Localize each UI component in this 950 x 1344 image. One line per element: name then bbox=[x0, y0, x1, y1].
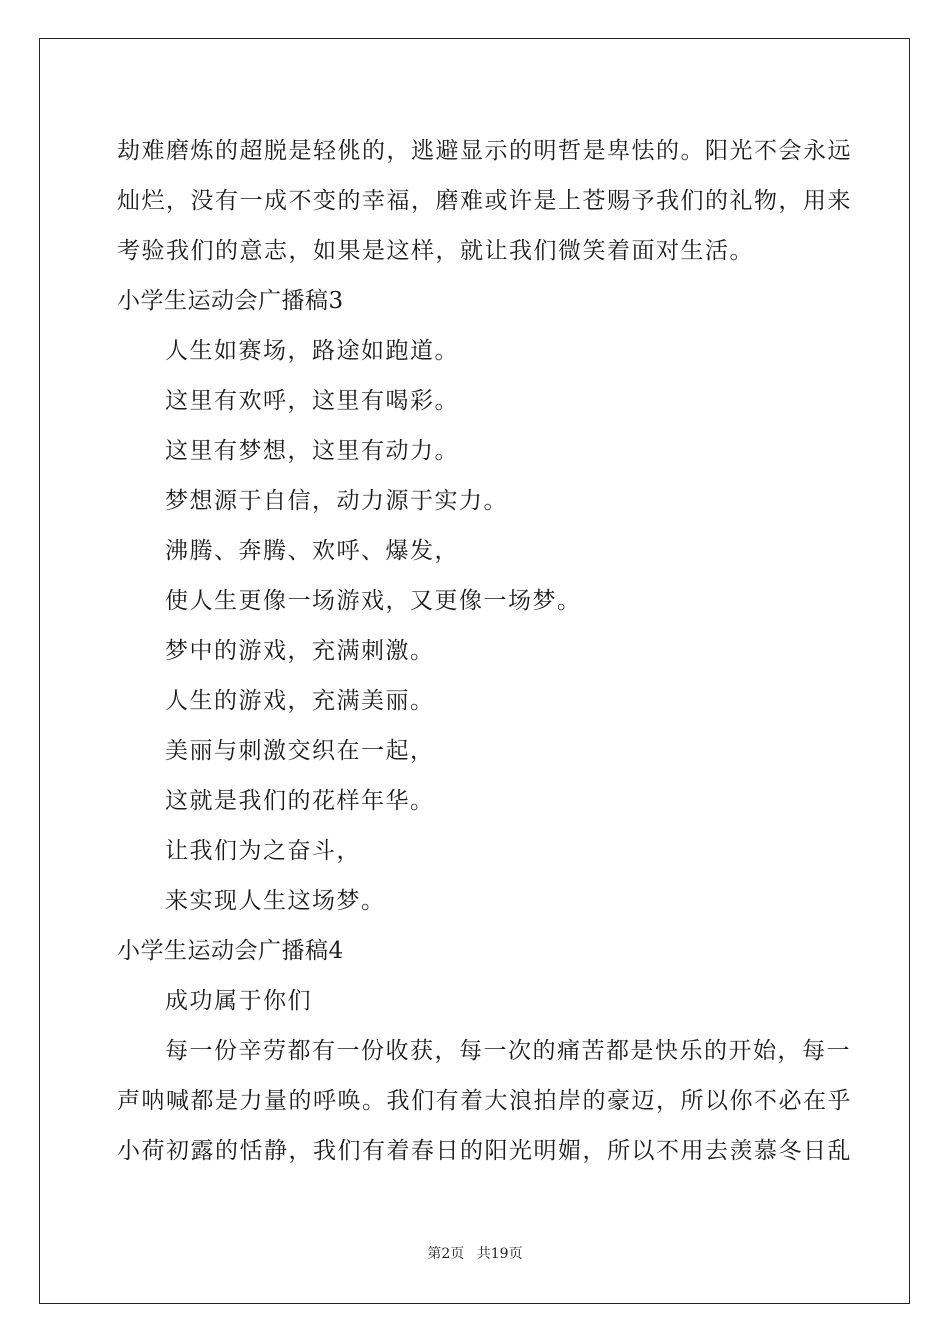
text-line: 使人生更像一场游戏，又更像一场梦。 bbox=[165, 588, 582, 614]
text-line: 梦中的游戏，充满刺激。 bbox=[165, 638, 435, 664]
text-line: 每一份辛劳都有一份收获，每一次的痛苦都是快乐的开始，每一 bbox=[165, 1038, 851, 1064]
text-line: 成功属于你们 bbox=[165, 988, 312, 1014]
text-line: 灿烂，没有一成不变的幸福，磨难或许是上苍赐予我们的礼物，用来 bbox=[117, 188, 852, 214]
section-heading: 小学生运动会广播稿3 bbox=[117, 288, 344, 314]
text-line: 来实现人生这场梦。 bbox=[165, 888, 386, 914]
text-line: 考验我们的意志，如果是这样，就让我们微笑着面对生活。 bbox=[117, 238, 754, 264]
text-line: 这里有梦想，这里有动力。 bbox=[165, 438, 459, 464]
section-heading: 小学生运动会广播稿4 bbox=[117, 938, 344, 964]
text-line: 小荷初露的恬静，我们有着春日的阳光明媚，所以不用去羡慕冬日乱 bbox=[117, 1138, 852, 1164]
text-line: 这就是我们的花样年华。 bbox=[165, 788, 435, 814]
text-line: 沸腾、奔腾、欢呼、爆发， bbox=[165, 538, 459, 564]
page-footer bbox=[0, 1244, 950, 1264]
text-line: 美丽与刺激交织在一起， bbox=[165, 738, 435, 764]
document-body bbox=[117, 126, 852, 1176]
text-line: 人生的游戏，充满美丽。 bbox=[165, 688, 435, 714]
page-number: 第2页 bbox=[427, 1246, 465, 1262]
text-line: 劫难磨炼的超脱是轻佻的，逃避显示的明哲是卑怯的。阳光不会永远 bbox=[117, 138, 852, 164]
text-line: 让我们为之奋斗， bbox=[165, 838, 361, 864]
page-total: 共19页 bbox=[476, 1246, 523, 1262]
text-line: 人生如赛场，路途如跑道。 bbox=[165, 338, 459, 364]
text-line: 声呐喊都是力量的呼唤。我们有着大浪拍岸的豪迈，所以你不必在乎 bbox=[117, 1088, 852, 1114]
text-line: 梦想源于自信，动力源于实力。 bbox=[165, 488, 508, 514]
text-line: 这里有欢呼，这里有喝彩。 bbox=[165, 388, 459, 414]
